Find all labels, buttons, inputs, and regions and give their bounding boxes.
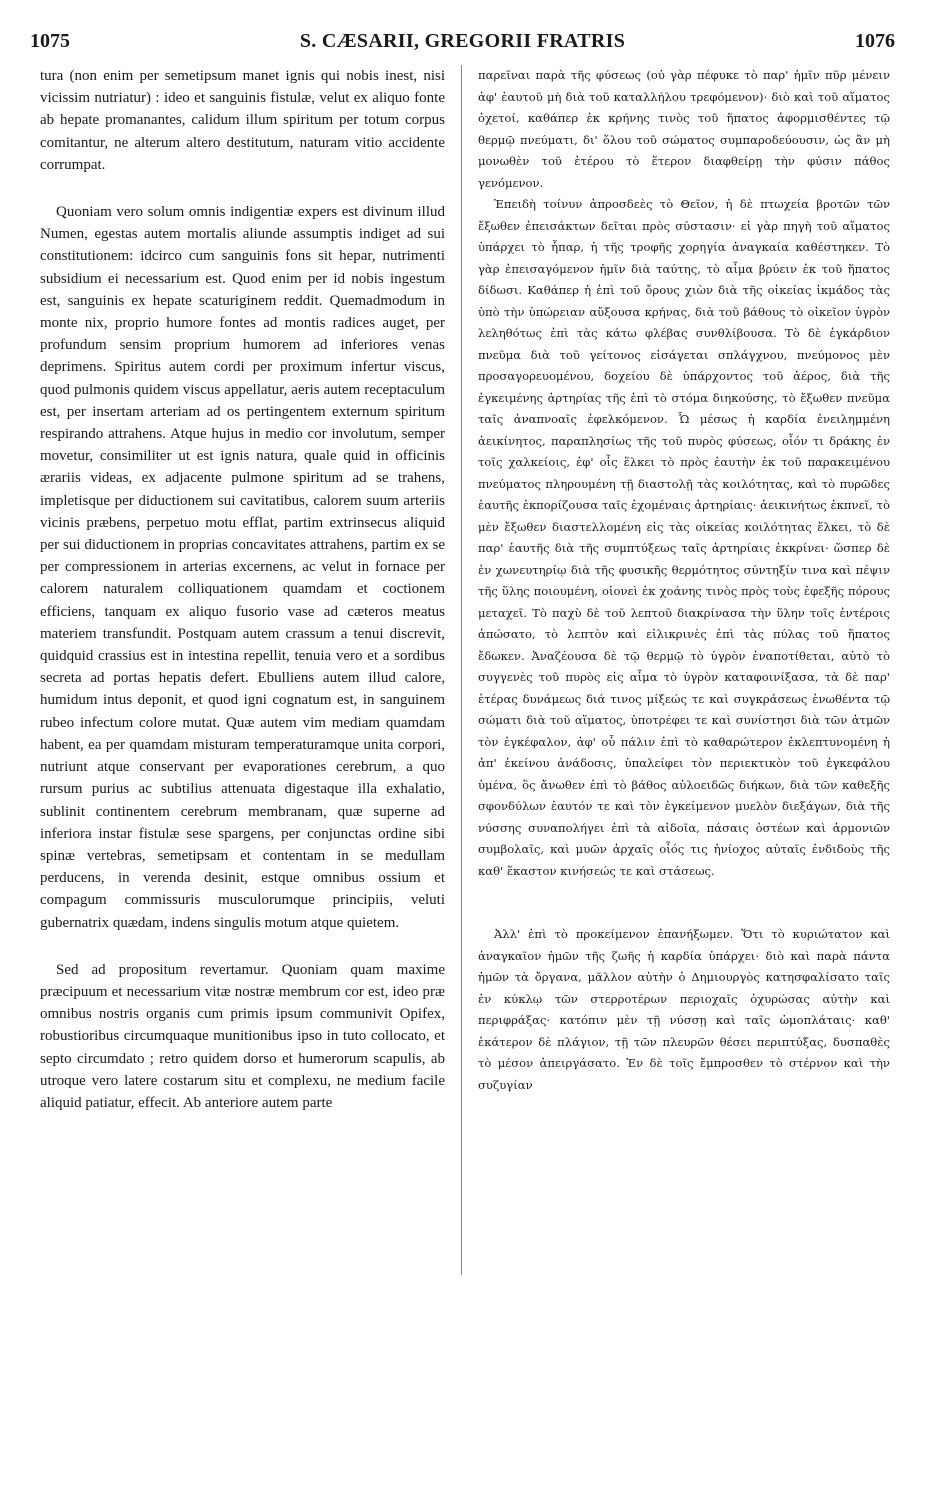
latin-paragraph-3: Sed ad propositum revertamur. Quoniam quam maxime præcipuum et necessarium vitæ nostræ membrum cor est, ideo præ omnibus nostris organis cum primis ipsum communivit Opifex, robustioribus circumquaque munitionibus ipso in tuto collocato, et septo circumdato ; retro quidem dorso et humerorum scapulis, ab utroque vero latere costarum situ et complexu, ne medium facile aliquid patiatur, effecit. Ab anteriore autem parte xyxy=(40,961,445,1111)
running-title: S. CÆSARII, GREGORII FRATRIS xyxy=(299,30,626,52)
latin-column xyxy=(40,65,445,1495)
latin-paragraph-1: tura (non enim per semetipsum manet ignis qui nobis inest, nisi vicissim nutriatur) : ideo et sanguinis fistulæ, velut ex aliquo fonte ab hepate promanantes, calidum illum spiritum per totum corpus comitantur, ne alterum altero destitutum, naturam vitio accidente corrumpat. xyxy=(40,68,445,173)
page-number-right: 1076 xyxy=(855,30,895,52)
greek-paragraph-1: παρεῖναι παρὰ τῆς φύσεως (οὐ γὰρ πέφυκε τὸ παρ' ἡμῖν πῦρ μένειν ἀφ' ἑαυτοῦ μὴ διὰ τοῦ καταλλήλου τρεφόμενον)· διὸ καὶ τοῦ αἵματος ὀχετοί, καθάπερ ἐκ κρήνης τινὸς τοῦ ἥπατος ἀφορμισθέντες τῷ θερμῷ πνεύματι, δι' ὅλου τοῦ σώματος συμπαροδεύουσιν, ὡς ἂν μὴ μονωθὲν τοῦ ἑτέρου τὸ ἕτερον διαφθείρῃ τὴν φύσιν πάθος γενόμενον. xyxy=(478,68,890,190)
page-header xyxy=(30,30,895,60)
latin-paragraph-2: Quoniam vero solum omnis indigentiæ expers est divinum illud Numen, egestas autem mortalis aliunde assumptis indiget ad sui constitutionem: idcirco cum sanguinis fons sit hepar, nutrimenti subsidium ei necessarium est. Quod enim per id nobis ingestum est, sanguinis ex hepate scaturiginem reddit. Quemadmodum in monte nix, proprio humore fontes ad montis radices auget, per profundum sensim proprium humorem ad inferiores venas deprimens. Spiritus autem cordi per proximum infertur viscus, quod pulmonis quidem viscus appellatur, aeris autem receptaculum est, per insertam arteriam ad os pertingentem externum spiritum respirando attrahens. Atque hujus in medio cor involutum, semper movetur, consimiliter ut est ignis natura, quale quid in officinis ærariis videas, ex adjacente pulmone spiritum ad se trahens, impletisque per diductionem sui cavitatibus, calorem suum arteriis vicinis præbens, perpetuo motu efflat, partim extrinsecus aliquid per sui diductionem in proprias concavitates attrahens, partim ex se per compressionem in arterias excernens, ac velut in fornace per calorem naturalem colliquationem quamdam et coctionem efficiens, tanquam ex aliquo fusorio vase ad cæteros meatus materiem transfundit. Postquam autem crassum a tenui discrevit, quidquid crassius est in intestina repellit, tenuia vero et a sordibus secreta ad portas hepatis defert. Ebulliens autem illud calore, humidum intus deponit, et quod igni cognatum est, in sanguinem rubeo infectum colore mutat. Quæ autem vim mediam quamdam habent, ea per quamdam misturam temperaturamque unita corpori, nutriunt atque conservant per evaporationes cerebrum, a quo rursum purius ac subtilius attenuata digestaque illa exhalatio, sublinit continentem cerebrum membranam, quæ superne ad inferiora instar fistulæ sese spargens, per conjunctas ordine sibi spinæ vertebras, semetipsam et contentam in se medullam perducens, in verenda desinit, estque omnibus ossium et compagum commissuris musculorumque principiis, veluti gubernatrix quædam, indens singulis motum atque quietem. xyxy=(40,204,445,931)
greek-paragraph-2: Ἐπειδὴ τοίνυν ἀπροσδεὲς τὸ Θεῖον, ἡ δὲ πτωχεία βροτῶν τῶν ἔξωθεν ἐπεισάκτων δεῖται πρὸς σύστασιν· εἰ γὰρ πηγὴ τοῦ αἵματος ὑπάρχει τὸ ἧπαρ, ἡ τῆς τροφῆς χορηγία ἀναγκαία καθέστηκεν. Τὸ γὰρ ἐπεισαγόμενον ἡμῖν διὰ ταύτης, τὸ αἷμα βρύειν ἐκ τοῦ ἥπατος δίδωσι. Καθάπερ ἡ ἐπὶ τοῦ ὄρους χιὼν διὰ τῆς οἰκείας ἰκμάδος τὰς ὑπὸ τὴν ὑπώρειαν αὔξουσα κρήνας, διὰ τοῦ βάθους τὸ οἰκεῖον ὑγρὸν λεληθότως ἐπὶ τὰς κάτω φλέβας συνθλίβουσα. Τὸ δὲ ἐγκάρδιον πνεῦμα διὰ τοῦ γείτονος εἰσάγεται σπλάγχνου, πνεύμονος μὲν προσαγορευομένου, δοχείου δὲ ὑπάρχοντος τοῦ ἀέρος, διὰ τῆς ἐγκειμένης ἀρτηρίας τῆς ἐπὶ τὸ στόμα διηκούσης, τὸ ἔξωθεν πνεῦμα ταῖς ἀναπνοαῖς ἐφελκόμενον. Ὧ μέσως ἡ καρδία ἐνειλημμένη ἀεικίνητος, παραπλησίως τῆς τοῦ πυρὸς φύσεως, οἷόν τι δράκης ἐν τοῖς χαλκείοις, ἐφ' οἷς ἕλκει τὸ πρὸς ἑαυτὴν ἐκ τοῦ παρακειμένου πνεύματος πληρουμένη τῇ διαστολῇ τὰς κοιλότητας, καὶ τὸ πυρῶδες ἑαυτῆς ἐκπορίζουσα ταῖς ἐχομέναις ἀρτηρίαις· ἀεικινήτως ἐκπνεῖ, τὸ μὲν ἔξωθεν διαστελλομένη εἰς τὰς οἰκείας κοιλότητας ἕλκει, τὸ δὲ παρ' ἑαυτῆς διὰ τῆς συμπτύξεως ταῖς ἀρτηρίαις ἐκκρίνει· ὥσπερ δὲ ἐν χωνευτηρίῳ διὰ τῆς φυσικῆς θερμότητος σύντηξίν τινα καὶ πέψιν τῆς ὕλης ποιουμένη, οἱονεὶ ἐκ χοάνης τινὸς πρὸς τοὺς ἐφεξῆς πόρους μεταχεῖ. Τὸ παχὺ δὲ τοῦ λεπτοῦ διακρίνασα τὴν ὕλην τοῖς ἐντέροις ἀπώσατο, τὸ λεπτὸν καὶ εἰλικρινὲς ἐπὶ τὰς πύλας τοῦ ἥπατος ἔδωκεν. Ἀναζέουσα δὲ τῷ θερμῷ τὸ ὑγρὸν ἐναποτίθεται, αὐτὸ τὸ συγγενὲς τοῦ πυρὸς εἰς αἷμα τὸ ὑγρὸν καταφοινίξασα, τὰ δὲ παρ' ἑτέρας δυνάμεως διά τινος μίξεώς τε καὶ συγκράσεως ἑνωθέντα τῷ σώματι διὰ τοῦ αἵματος, ὑποτρέφει τε καὶ συνίστησι διὰ τῶν ἀτμῶν τὸν ἐγκέφαλον, ἀφ' οὗ πάλιν ἐπὶ τὸ καθαρώτερον ἐκλεπτυνομένη ἡ ἀπ' ἐκείνου ἀνάδοσις, ὑπαλείφει τὸν περιεκτικὸν τοῦ ἐγκεφάλου ὑμένα, ὃς ἄνωθεν ἐπὶ τὸ βάθος αὐλοειδῶς διήκων, διὰ τῶν καθεξῆς σφονδύλων ἑαυτόν τε καὶ τὸν ἐγκείμενον μυελὸν διεξάγων, διὰ τῆς νύσσης συναπολήγει ἐπὶ τὰ αἰδοῖα, πάσαις ὀστέων καὶ ἁρμονιῶν συμβολαῖς, καὶ μυῶν ἀρχαῖς οἷός τις ἡνίοχος αὐταῖς ἐνδιδοὺς τῆς καθ' ἕκαστον κινήσεώς τε καὶ στάσεως. xyxy=(478,197,890,878)
greek-paragraph-3: Ἀλλ' ἐπὶ τὸ προκείμενον ἐπανήξωμεν. Ὅτι τὸ κυριώτατον καὶ ἀναγκαῖον ἡμῶν τῆς ζωῆς ἡ καρδία ὑπάρχει· διὸ καὶ παρὰ πάντα ἡμῶν τὰ ὄργανα, μᾶλλον αὐτὴν ὁ Δημιουργὸς κατησφαλίσατο ταῖς ἐν κύκλῳ τῶν στερροτέρων περιοχαῖς ὀχυρώσας αὐτὴν καὶ περιφράξας· κατόπιν μὲν τῇ νύσσῃ καὶ ταῖς ὠμοπλάταις· καθ' ἑκάτερον δὲ πλάγιον, τῇ τῶν πλευρῶν θέσει περιπτύξας, δυσπαθὲς τὸ μέσον ἀπειργάσατο. Ἐν δὲ τοῖς ἔμπροσθεν τὸ στέρνον καὶ τὴν συζυγίαν xyxy=(478,927,890,1092)
page-number-left: 1075 xyxy=(30,30,70,52)
column-divider xyxy=(461,65,462,1275)
greek-column xyxy=(478,65,890,1495)
